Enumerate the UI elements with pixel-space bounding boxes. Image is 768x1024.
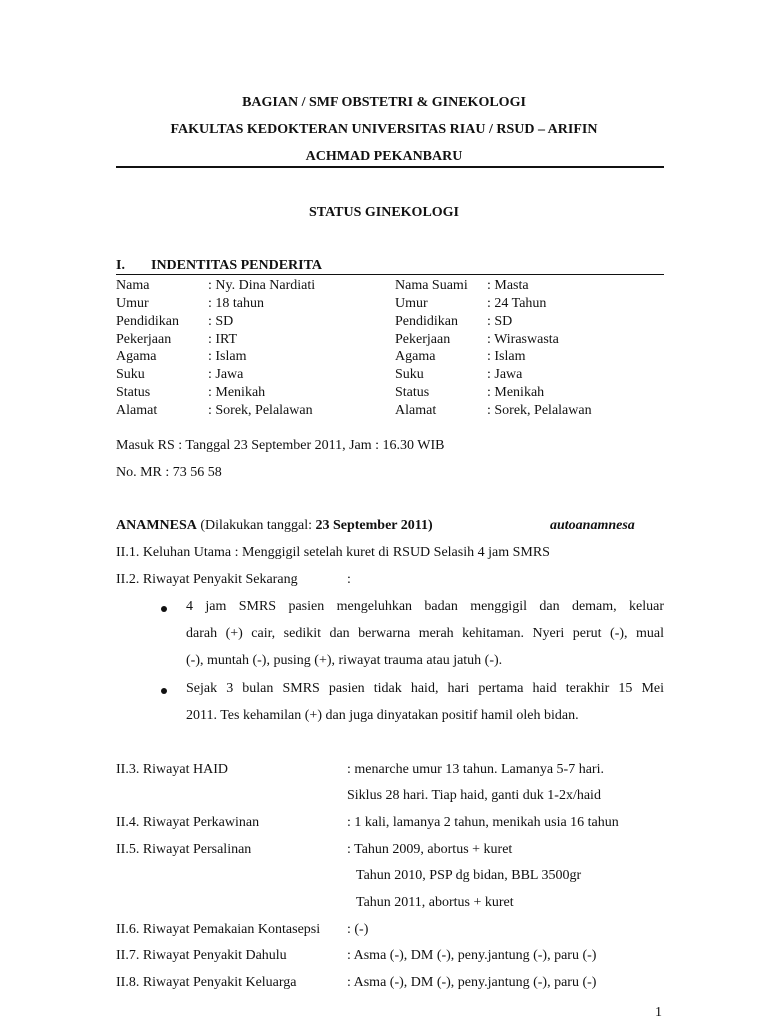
- patient-religion-label: Agama: [116, 349, 157, 364]
- past-illness-value: : Asma (-), DM (-), peny.jantung (-), paru (-): [347, 948, 597, 963]
- present-illness-bullet-1-line-2: darah (+) cair, sedikit dan berwarna merah kehitaman. Nyeri perut (-), mual: [186, 626, 664, 641]
- chief-complaint: II.1. Keluhan Utama : Menggigil setelah kuret di RSUD Selasih 4 jam SMRS: [116, 545, 550, 560]
- husband-religion-label: Agama: [395, 349, 436, 364]
- husband-education-value: : SD: [487, 314, 513, 329]
- husband-name-label: Nama Suami: [395, 278, 468, 293]
- patient-ethnicity-label: Suku: [116, 367, 145, 382]
- anamnesa-type: autoanamnesa: [550, 518, 635, 533]
- anamnesa-heading: [116, 517, 433, 535]
- patient-status-value: : Menikah: [208, 385, 266, 400]
- husband-age-value: : 24 Tahun: [487, 296, 547, 311]
- patient-status-label: Status: [116, 385, 151, 400]
- delivery-history-line-2: Tahun 2010, PSP dg bidan, BBL 3500gr: [356, 868, 582, 883]
- anamnesa-paren: (Dilakukan tanggal:: [200, 518, 316, 533]
- patient-age-value: : 18 tahun: [208, 296, 264, 311]
- header-rule: [116, 166, 664, 168]
- anamnesa-label: ANAMNESA: [116, 518, 197, 533]
- husband-education-label: Pendidikan: [395, 314, 458, 329]
- identity-number: I.: [116, 258, 125, 273]
- husband-address-value: : Sorek, Pelalawan: [487, 403, 592, 418]
- admission-date: Masuk RS : Tanggal 23 September 2011, Jam : 16.30 WIB: [116, 438, 445, 453]
- family-history-label: II.8. Riwayat Penyakit Keluarga: [116, 975, 297, 990]
- husband-job-label: Pekerjaan: [395, 332, 451, 347]
- patient-job-label: Pekerjaan: [116, 332, 172, 347]
- husband-age-label: Umur: [395, 296, 428, 311]
- past-illness-label: II.7. Riwayat Penyakit Dahulu: [116, 948, 287, 963]
- identity-heading: INDENTITAS PENDERITA: [151, 258, 323, 273]
- marriage-history-value: : 1 kali, lamanya 2 tahun, menikah usia 16 tahun: [347, 815, 619, 830]
- patient-name-label: Nama: [116, 278, 150, 293]
- patient-ethnicity-value: : Jawa: [208, 367, 244, 382]
- husband-status-value: : Menikah: [487, 385, 545, 400]
- present-illness-bullet-2-line-2: 2011. Tes kehamilan (+) dan juga dinyatakan positif hamil oleh bidan.: [186, 708, 579, 723]
- patient-age-label: Umur: [116, 296, 149, 311]
- contraception-history-value: : (-): [347, 922, 369, 937]
- delivery-history-line-3: Tahun 2011, abortus + kuret: [356, 895, 514, 910]
- identity-rule: [116, 274, 664, 275]
- delivery-history-line-1: : Tahun 2009, abortus + kuret: [347, 842, 513, 857]
- patient-job-value: : IRT: [208, 332, 238, 347]
- patient-address-value: : Sorek, Pelalawan: [208, 403, 313, 418]
- header-line-3: ACHMAD PEKANBARU: [305, 149, 463, 164]
- patient-name-value: : Ny. Dina Nardiati: [208, 278, 316, 293]
- present-illness-bullet-1-line-3: (-), muntah (-), pusing (+), riwayat trauma atau jatuh (-).: [186, 653, 503, 668]
- page-number: 1: [655, 1005, 662, 1020]
- present-illness-colon: :: [347, 572, 351, 587]
- patient-education-value: : SD: [208, 314, 234, 329]
- patient-religion-value: : Islam: [208, 349, 247, 364]
- header-line-1: BAGIAN / SMF OBSTETRI & GINEKOLOGI: [242, 95, 526, 110]
- husband-address-label: Alamat: [395, 403, 437, 418]
- menstrual-history-line-1: : menarche umur 13 tahun. Lamanya 5-7 hari.: [347, 762, 604, 777]
- present-illness-bullet-2-line-1: Sejak 3 bulan SMRS pasien tidak haid, hari pertama haid terakhir 15 Mei: [186, 681, 664, 696]
- husband-ethnicity-label: Suku: [395, 367, 424, 382]
- document-title: STATUS GINEKOLOGI: [308, 205, 460, 220]
- family-history-value: : Asma (-), DM (-), peny.jantung (-), paru (-): [347, 975, 597, 990]
- husband-name-value: : Masta: [487, 278, 529, 293]
- contraception-history-label: II.6. Riwayat Pemakaian Kontasepsi: [116, 922, 321, 937]
- delivery-history-label: II.5. Riwayat Persalinan: [116, 842, 252, 857]
- present-illness-bullet-1-line-1: 4 jam SMRS pasien mengeluhkan badan menggigil dan demam, keluar: [186, 599, 664, 614]
- husband-status-label: Status: [395, 385, 430, 400]
- patient-address-label: Alamat: [116, 403, 158, 418]
- husband-job-value: : Wiraswasta: [487, 332, 559, 347]
- present-illness-label: II.2. Riwayat Penyakit Sekarang: [116, 572, 298, 587]
- menstrual-history-label: II.3. Riwayat HAID: [116, 762, 228, 777]
- bullet-icon: [161, 606, 167, 612]
- patient-education-label: Pendidikan: [116, 314, 179, 329]
- bullet-icon: [161, 688, 167, 694]
- header-line-2: FAKULTAS KEDOKTERAN UNIVERSITAS RIAU / RSUD – ARIFIN: [170, 122, 598, 137]
- medical-record-number: No. MR : 73 56 58: [116, 465, 222, 480]
- menstrual-history-line-2: Siklus 28 hari. Tiap haid, ganti duk 1-2x/haid: [347, 788, 601, 803]
- marriage-history-label: II.4. Riwayat Perkawinan: [116, 815, 260, 830]
- husband-religion-value: : Islam: [487, 349, 526, 364]
- husband-ethnicity-value: : Jawa: [487, 367, 523, 382]
- anamnesa-date: 23 September 2011): [315, 518, 433, 533]
